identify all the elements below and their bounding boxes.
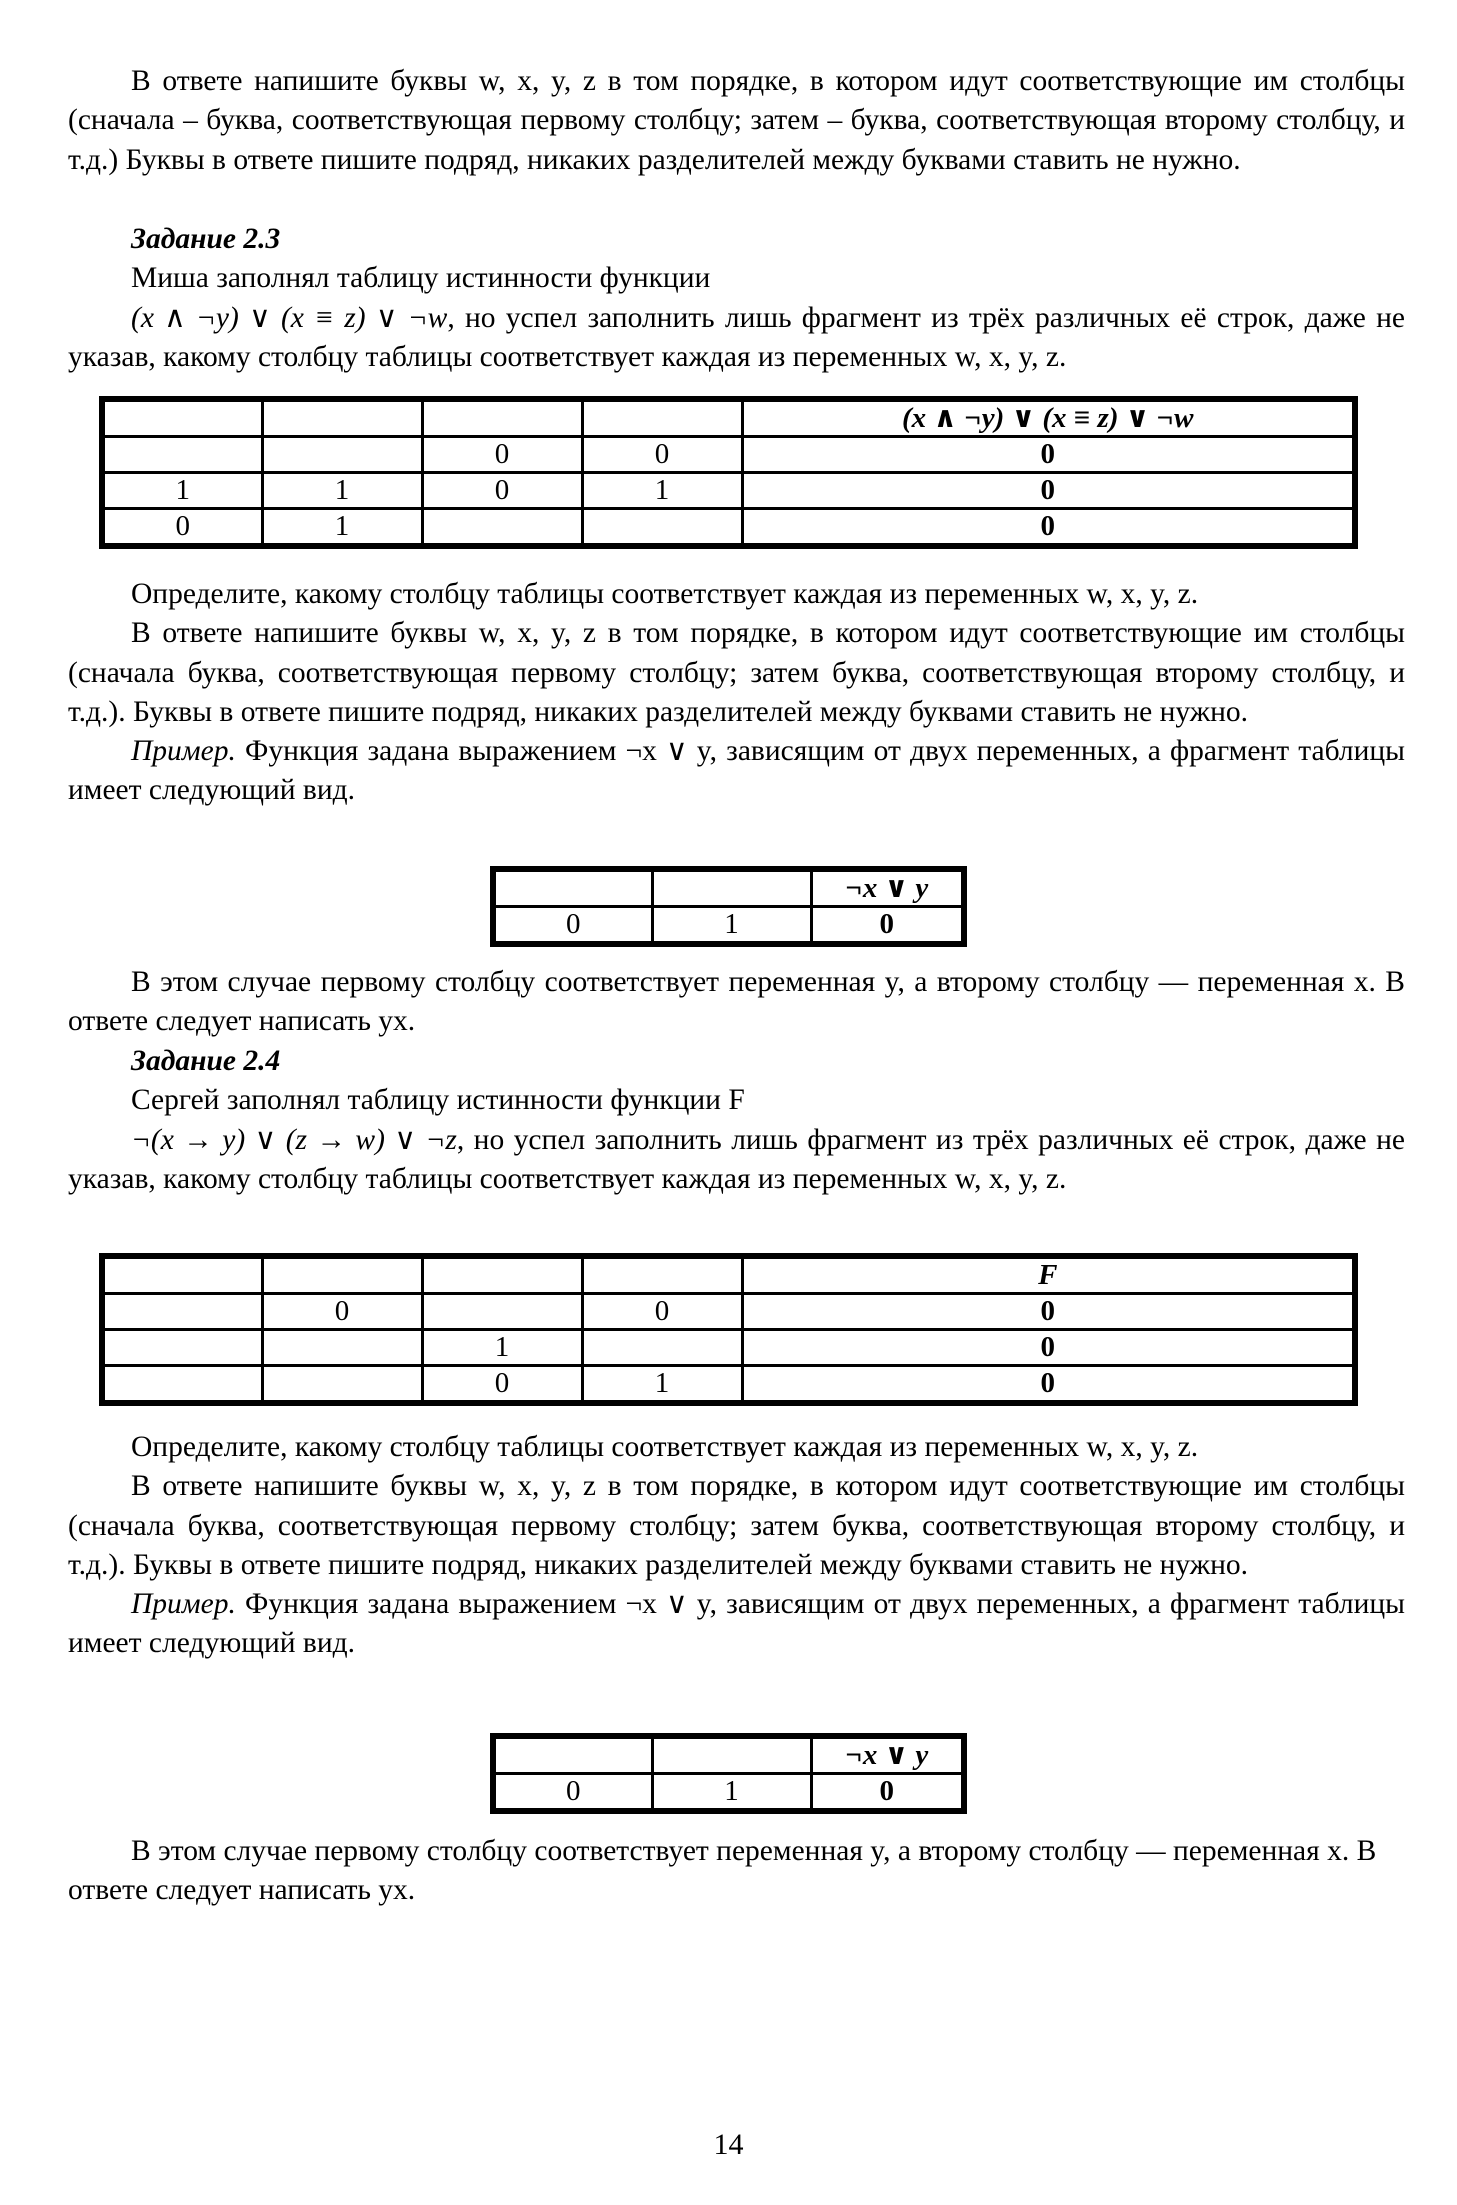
table-cell: 1 <box>262 509 422 547</box>
function-value-cell: 0 <box>742 473 1355 509</box>
table-cell: 1 <box>582 473 742 509</box>
task-2-3-example <box>68 732 1405 811</box>
table-cell <box>422 509 582 547</box>
table-cell: 0 <box>493 1774 652 1812</box>
paragraph-answer-intro: В ответе напишите буквы w, x, y, z в том порядке, в котором идут соответствующие им столбцы (сначала – буква, соответствующая первому столбцу; затем – буква, соответствующая второму столбцу, и т.д.) Буквы в ответе пишите подряд, никаких разделителей между буквами ставить не нужно. <box>68 65 1405 176</box>
task-2-4-determine: Определите, какому столбцу таблицы соответствует каждая из переменных w, x, y, z. <box>131 1431 1199 1463</box>
table-header-row <box>493 869 964 907</box>
task-2-4-instructions <box>68 1428 1405 1664</box>
task-2-4-truth-table <box>99 1253 1358 1406</box>
task-2-3-intro: Миша заполнял таблицу истинности функции <box>131 262 711 295</box>
table-row <box>102 1330 1355 1366</box>
table-cell: 1 <box>102 473 262 509</box>
function-header-cell: ¬x ∨ y <box>811 1736 964 1774</box>
table-cell <box>652 1736 811 1774</box>
table-cell <box>422 1294 582 1330</box>
table-row <box>102 509 1355 547</box>
table-row <box>102 1366 1355 1404</box>
table-header-row <box>493 1736 964 1774</box>
table-row <box>493 1774 964 1812</box>
task-2-4-header <box>68 1042 1405 1199</box>
table-row <box>102 437 1355 473</box>
function-value-cell: 0 <box>742 437 1355 473</box>
task-2-3-conclusion-block <box>68 963 1405 1042</box>
task-2-3-header <box>68 220 1405 377</box>
table-header-row <box>102 399 1355 437</box>
table-row <box>102 473 1355 509</box>
answer-instructions-prev <box>68 62 1405 180</box>
task-2-4-formula: ¬(x → y) ∨ (z → w) ∨ ¬z <box>131 1123 457 1156</box>
table-cell: 0 <box>582 437 742 473</box>
task-2-3-formula-paragraph <box>68 299 1405 378</box>
table-cell: 0 <box>102 509 262 547</box>
table-cell <box>102 399 262 437</box>
table-cell: 1 <box>652 907 811 945</box>
table-cell <box>582 1330 742 1366</box>
task-2-4-conclusion-block <box>68 1832 1405 1911</box>
table-cell: 0 <box>422 473 582 509</box>
task-2-4-example <box>68 1585 1405 1664</box>
page-number: 14 <box>713 2128 744 2161</box>
example-label: Пример. <box>131 1588 236 1621</box>
table-cell <box>652 869 811 907</box>
task-2-4-heading: Задание 2.4 <box>131 1045 281 1077</box>
table-cell <box>582 509 742 547</box>
task-2-4-example-table <box>490 1733 967 1814</box>
task-2-4-intro: Сергей заполнял таблицу истинности функции F <box>131 1084 745 1117</box>
table-cell: 0 <box>493 907 652 945</box>
table-cell <box>262 399 422 437</box>
table-cell <box>422 399 582 437</box>
table-cell <box>102 1256 262 1294</box>
table-cell: 1 <box>652 1774 811 1812</box>
table-cell <box>262 437 422 473</box>
function-value-cell: 0 <box>742 509 1355 547</box>
table-cell: 0 <box>422 437 582 473</box>
table-cell <box>102 437 262 473</box>
task-2-3-formula-rest: , но успел заполнить лишь фрагмент из трёх различных её строк, даже не указав, какому столбцу таблицы соответствует каждая из переменных w, x, y, z. <box>68 301 1406 373</box>
table-cell <box>102 1294 262 1330</box>
task-2-3-answer-instructions: В ответе напишите буквы w, x, y, z в том порядке, в котором идут соответствующие им столбцы (сначала буква, соответствующая первому столбцу; затем буква, соответствующая второму столбцу, и т.д.). Буквы в ответе пишите подряд, никаких разделителей между буквами ставить не нужно. <box>68 617 1405 728</box>
table-cell: 1 <box>582 1366 742 1404</box>
table-row <box>102 1294 1355 1330</box>
table-cell <box>493 869 652 907</box>
table-cell: 0 <box>262 1294 422 1330</box>
example-label: Пример. <box>131 735 236 768</box>
table-header-row <box>102 1256 1355 1294</box>
table-cell: 0 <box>422 1366 582 1404</box>
table-row <box>493 907 964 945</box>
function-value-cell: 0 <box>811 907 964 945</box>
function-value-cell: 0 <box>742 1294 1355 1330</box>
task-2-3-determine: Определите, какому столбцу таблицы соответствует каждая из переменных w, x, y, z. <box>131 578 1199 610</box>
task-2-3-truth-table <box>99 396 1358 549</box>
task-2-4-example-conclusion: В этом случае первому столбцу соответствует переменная y, а второму столбцу — переменная x. В ответе следует написать yx. <box>68 1835 1377 1907</box>
table-cell: 1 <box>262 473 422 509</box>
task-2-3-example-conclusion: В этом случае первому столбцу соответствует переменная y, а второму столбцу — переменная x. В ответе следует написать yx. <box>68 966 1405 1038</box>
table-cell <box>102 1330 262 1366</box>
example-text: Функция задана выражением ¬x ∨ y, зависящим от двух переменных, а фрагмент таблицы имеет следующий вид. <box>68 1588 1405 1660</box>
table-cell <box>262 1330 422 1366</box>
task-2-4-formula-rest: , но успел заполнить лишь фрагмент из трёх различных её строк, даже не указав, какому столбцу таблицы соответствует каждая из переменных w, x, y, z. <box>68 1123 1405 1195</box>
table-cell <box>422 1256 582 1294</box>
task-2-3-instructions <box>68 575 1405 811</box>
table-cell <box>102 1366 262 1404</box>
table-cell <box>582 399 742 437</box>
table-cell: 0 <box>582 1294 742 1330</box>
function-value-cell: 0 <box>742 1330 1355 1366</box>
function-header-cell: ¬x ∨ y <box>811 869 964 907</box>
function-header-cell: F <box>742 1256 1355 1294</box>
function-value-cell: 0 <box>811 1774 964 1812</box>
example-text: Функция задана выражением ¬x ∨ y, зависящим от двух переменных, а фрагмент таблицы имеет следующий вид. <box>68 735 1405 807</box>
task-2-3-example-table <box>490 866 967 947</box>
function-value-cell: 0 <box>742 1366 1355 1404</box>
table-cell <box>262 1256 422 1294</box>
table-cell: 1 <box>422 1330 582 1366</box>
task-2-3-formula: (x ∧ ¬y) ∨ (x ≡ z) ∨ ¬w <box>131 301 448 334</box>
task-2-3-heading: Задание 2.3 <box>131 223 281 255</box>
table-cell <box>582 1256 742 1294</box>
task-2-4-answer-instructions: В ответе напишите буквы w, x, y, z в том порядке, в котором идут соответствующие им столбцы (сначала буква, соответствующая первому столбцу; затем буква, соответствующая второму столбцу, и т.д.). Буквы в ответе пишите подряд, никаких разделителей между буквами ставить не нужно. <box>68 1470 1405 1581</box>
table-cell <box>262 1366 422 1404</box>
task-2-4-formula-paragraph <box>68 1121 1405 1200</box>
function-header-cell: (x ∧ ¬y) ∨ (x ≡ z) ∨ ¬w <box>742 399 1355 437</box>
table-cell <box>493 1736 652 1774</box>
